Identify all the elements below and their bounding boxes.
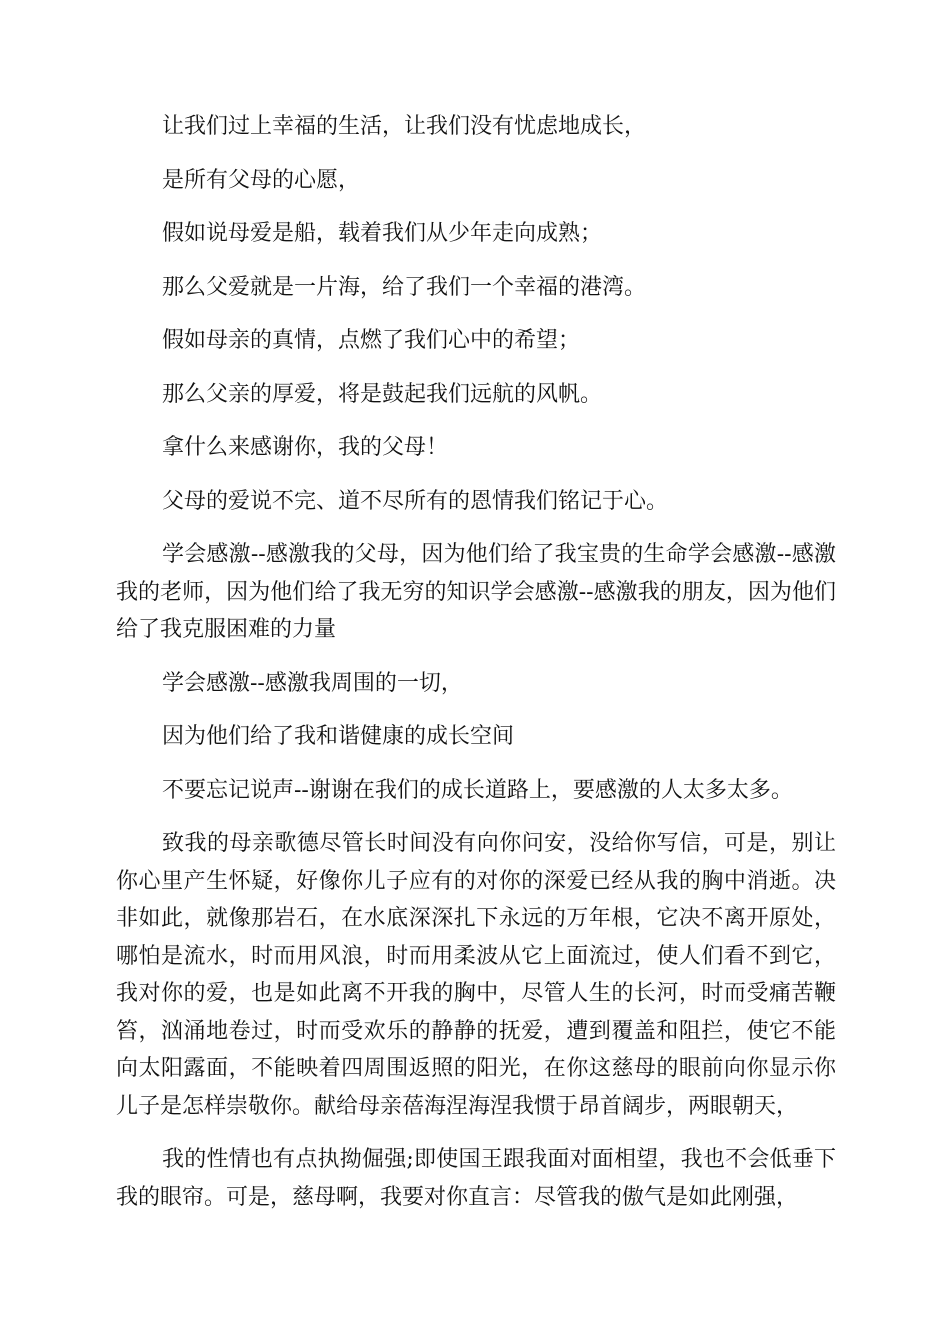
paragraph-10: 学会感激--感激我周围的一切， xyxy=(162,670,463,696)
paragraph-1: 让我们过上幸福的生活，让我们没有忧虑地成长， xyxy=(162,114,647,139)
paragraph-3: 假如说母爱是船，载着我们从少年走向成熟； xyxy=(162,221,603,246)
paragraph-4: 那么父爱就是一片海，给了我们一个幸福的港湾。 xyxy=(162,274,647,300)
paragraph-2: 是所有父母的心愿， xyxy=(162,167,361,193)
paragraph-12: 不要忘记说声--谢谢在我们的成长道路上，要感激的人太多太多。 xyxy=(162,777,793,803)
paragraph-6: 那么父亲的厚爱，将是鼓起我们远航的风帆。 xyxy=(162,381,603,407)
paragraph-7: 拿什么来感谢你，我的父母！ xyxy=(162,435,449,460)
document-body xyxy=(116,108,836,1232)
paragraph-13: 致我的母亲歌德尽管长时间没有向你问安，没给你写信，可是，别让你心里产生怀疑，好像你儿子应有的对你的深爱已经从我的胸中消逝。决非如此，就像那岩石，在水底深深扎下永远的万年根，它决不离开原处，哪怕是流水，时而用风浪，时而用柔波从它上面流过，使人们看不到它，我对你的爱，也是如此离不开我的胸中，尽管人生的长河，时而受痛苦鞭笞，汹涌地卷过，时而受欢乐的静静的抚爱，遭到覆盖和阻拦，使它不能向太阳露面，不能映着四周围返照的阳光，在你这慈母的眼前向你显示你儿子是怎样崇敬你。献给母亲蓓海涅海涅我惯于昂首阔步，两眼朝天， xyxy=(116,831,836,1119)
paragraph-9: 学会感激--感激我的父母，因为他们给了我宝贵的生命学会感激--感激我的老师，因为他们给了我无穷的知识学会感激--感激我的朋友，因为他们给了我克服困难的力量 xyxy=(116,542,836,642)
paragraph-8: 父母的爱说不完、道不尽所有的恩情我们铭记于心。 xyxy=(162,488,669,514)
paragraph-11: 因为他们给了我和谐健康的成长空间 xyxy=(162,724,515,749)
paragraph-5: 假如母亲的真情，点燃了我们心中的希望； xyxy=(162,328,581,353)
paragraph-14: 我的性情也有点执拗倔强;即使国王跟我面对面相望，我也不会低垂下我的眼帘。可是，慈母啊，我要对你直言：尽管我的傲气是如此刚强， xyxy=(116,1147,836,1210)
